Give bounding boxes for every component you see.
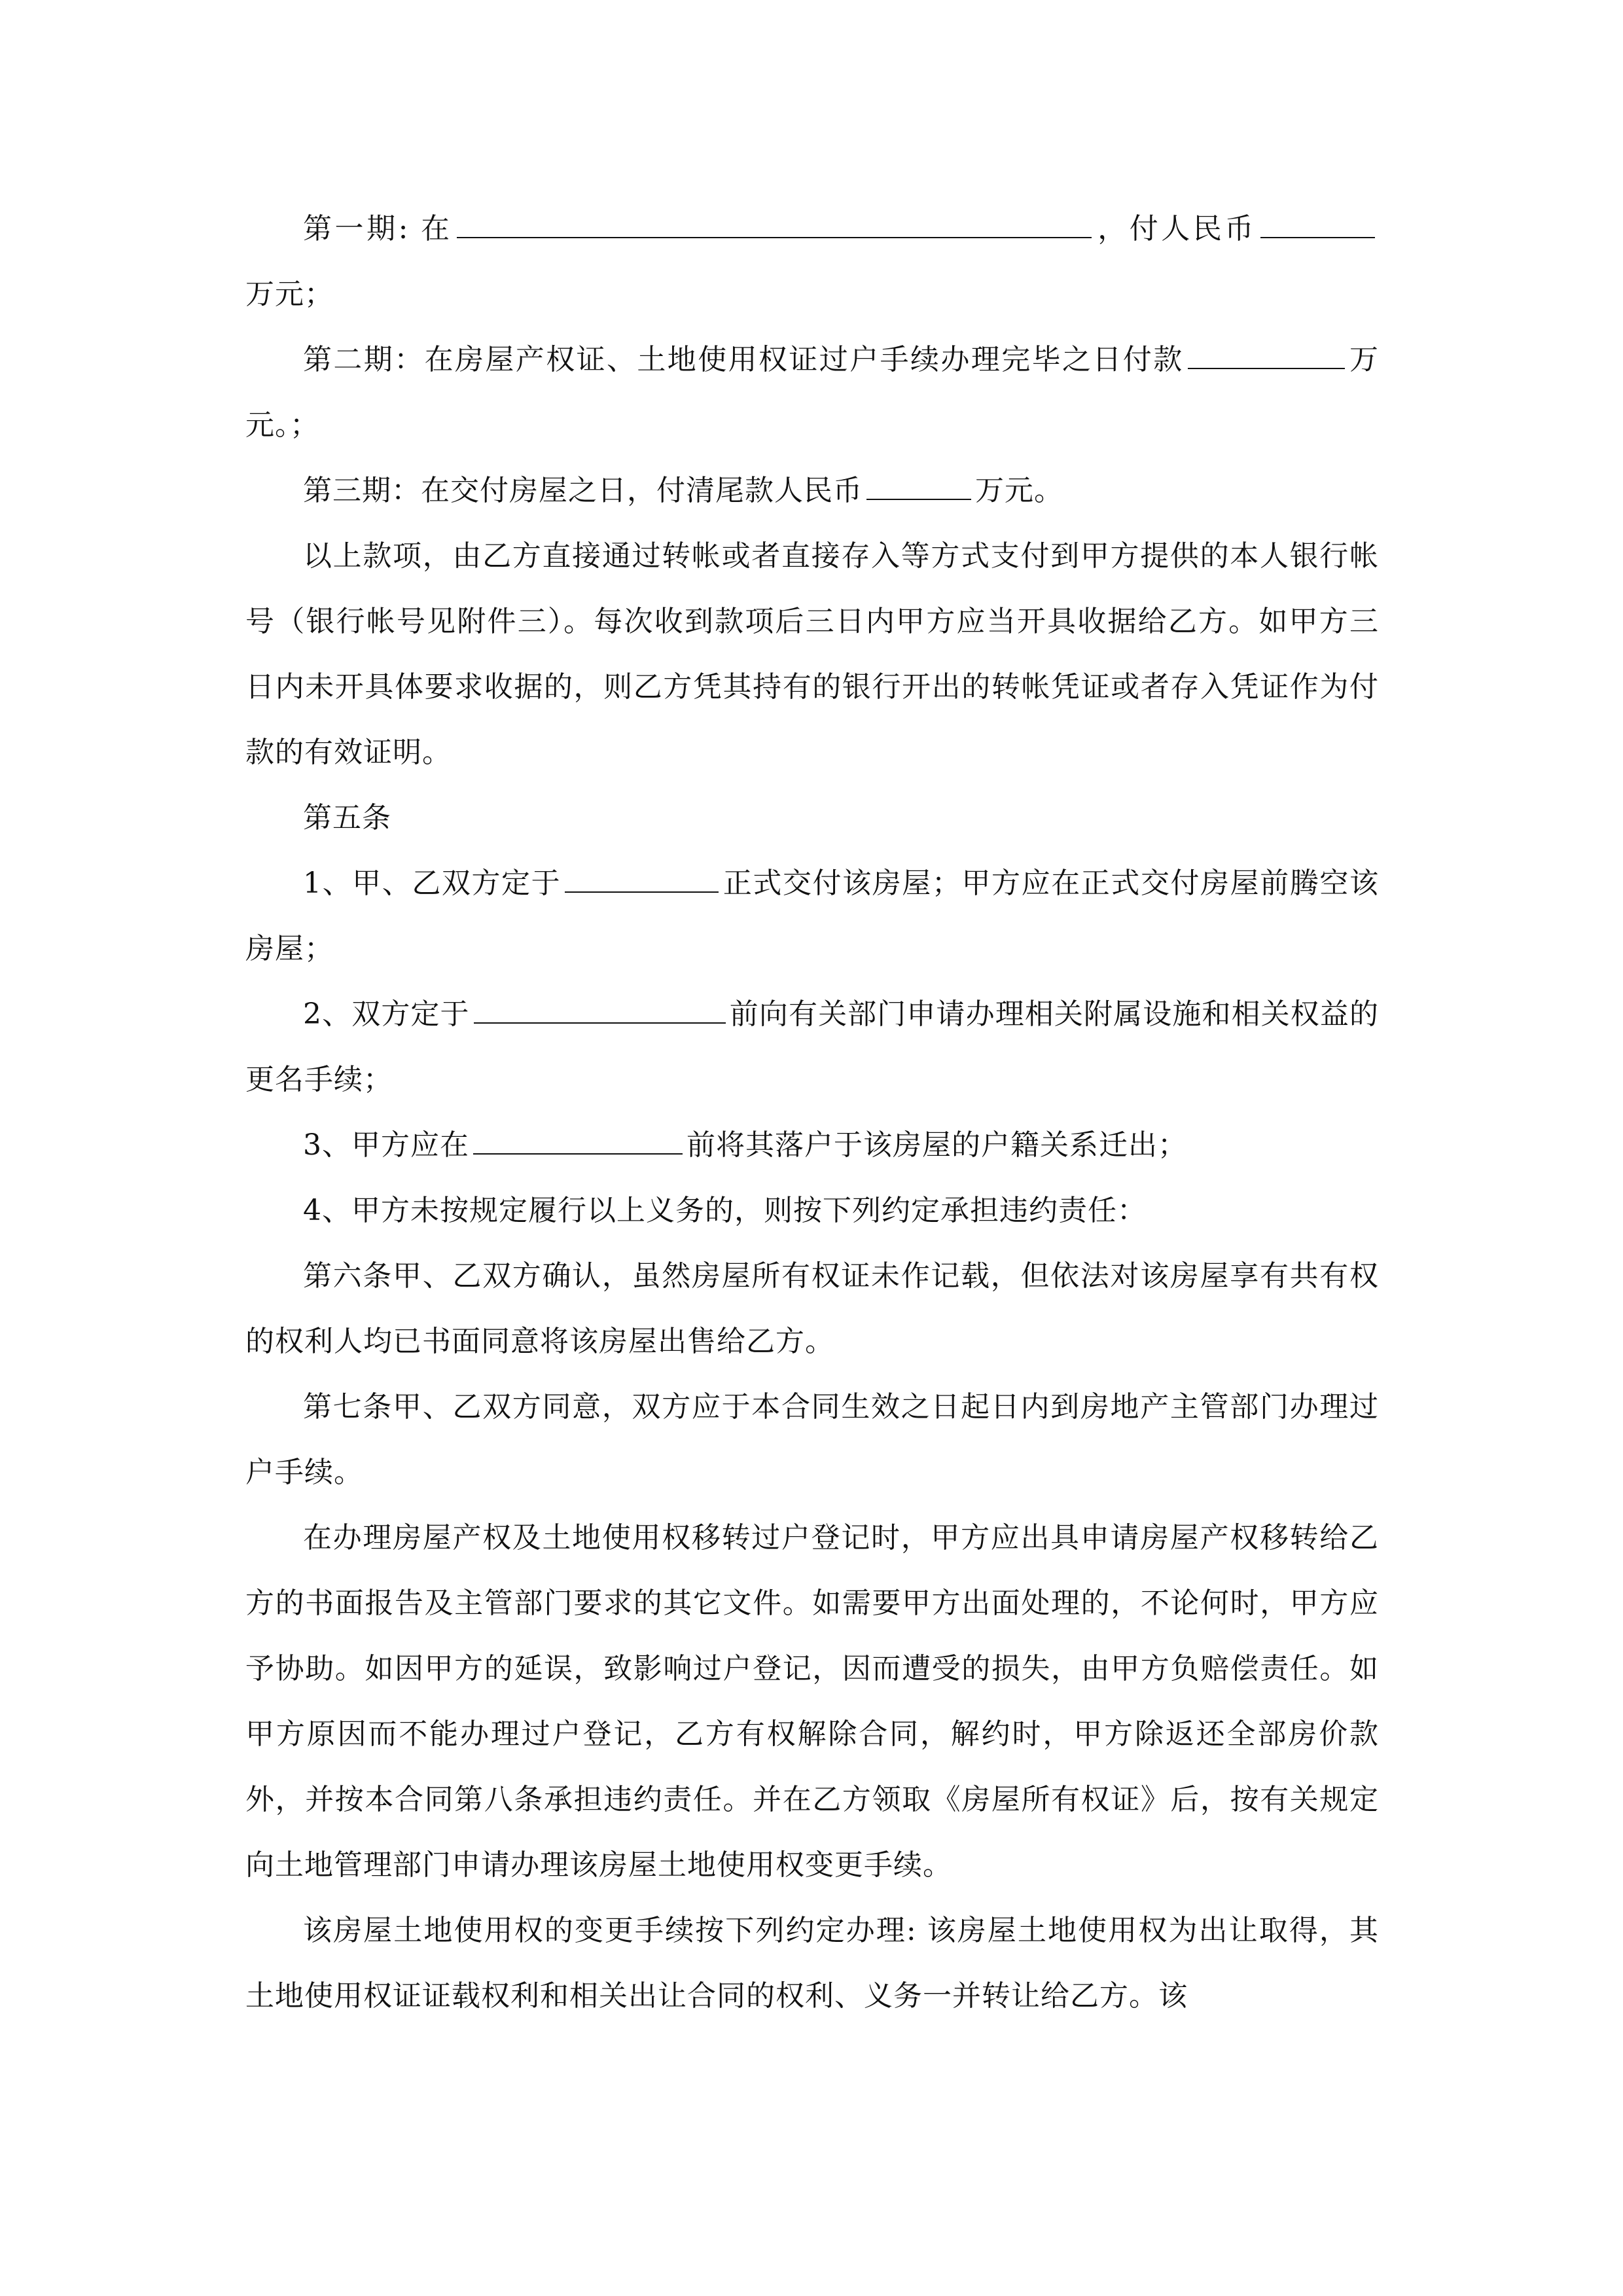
article-5-item-4: 4、甲方未按规定履行以上义务的，则按下列约定承担违约责任：	[303, 1194, 1147, 1227]
item-3-text-b: 前将其落户于该房屋的户籍关系迁出；	[687, 1128, 1187, 1162]
blank-line	[473, 1124, 683, 1155]
transfer-registration-paragraph: 在办理房屋产权及土地使用权移转过户登记时，甲方应出具申请房屋产权移转给乙方的书面报告及主管部门要求的其它文件。如需要甲方出面处理的，不论何时，甲方应予协助。如因甲方的延误，致影响过户登记，因而遭受的损失，由甲方负赔偿责任。如甲方原因而不能办理过户登记，乙方有权解除合同，解约时，甲方除返还全部房价款外，并按本合同第八条承担违约责任。并在乙方领取《房屋所有权证》后，按有关规定向土地管理部门申请办理该房屋土地使用权变更手续。	[245, 1521, 1379, 1882]
installment-2-text-b: 万元。；	[245, 343, 1380, 442]
installment-3-text-a: 第三期：在交付房屋之日，付清尾款人民币	[303, 474, 863, 507]
article-5-item-1	[245, 851, 1379, 982]
installment-3	[245, 458, 1379, 524]
item-3-text-a: 3、甲方应在	[303, 1128, 469, 1162]
article-5-heading: 第五条	[303, 801, 391, 834]
payment-method-paragraph: 以上款项，由乙方直接通过转帐或者直接存入等方式支付到甲方提供的本人银行帐号（银行帐号见附件三）。每次收到款项后三日内甲方应当开具收据给乙方。如甲方三日内未开具体要求收据的，则乙方凭其持有的银行开出的转帐凭证或者存入凭证作为付款的有效证明。	[245, 539, 1379, 769]
installment-2	[245, 327, 1379, 458]
installment-1-text-a: 第一期: 在	[303, 212, 453, 245]
article-6-paragraph: 第六条甲、乙双方确认，虽然房屋所有权证未作记载，但依法对该房屋享有共有权的权利人均已书面同意将该房屋出售给乙方。	[245, 1259, 1379, 1358]
item-1-text-a: 1、甲、乙双方定于	[303, 867, 562, 900]
installment-1-text-c: 万元；	[245, 278, 334, 311]
item-2-text-a: 2、双方定于	[303, 997, 470, 1031]
article-5-item-2	[245, 982, 1379, 1113]
blank-line	[866, 470, 971, 500]
blank-line	[1260, 208, 1375, 238]
document-body	[245, 196, 1379, 2029]
land-use-right-paragraph: 该房屋土地使用权的变更手续按下列约定办理: 该房屋土地使用权为出让取得，其土地使用权证证载权利和相关出让合同的权利、义务一并转让给乙方。该	[245, 1914, 1379, 2013]
installment-2-text-a: 第二期：在房屋产权证、土地使用权证过户手续办理完毕之日付款	[303, 343, 1184, 376]
installment-3-text-b: 万元。	[975, 474, 1063, 507]
item-2-text-b: 前向有关部门申请办理相关附属设施和相关权益的更名手续；	[245, 997, 1379, 1096]
article-7-paragraph: 第七条甲、乙双方同意，双方应于本合同生效之日起日内到房地产主管部门办理过户手续。	[245, 1390, 1379, 1489]
item-1-text-b: 正式交付该房屋；甲方应在正式交付房屋前腾空该房屋；	[245, 867, 1380, 965]
blank-line	[1188, 339, 1345, 369]
installment-1-text-b: ，付人民币	[1095, 212, 1257, 245]
installment-1	[245, 196, 1379, 327]
blank-line	[565, 863, 719, 893]
article-5-item-3	[245, 1113, 1379, 1178]
blank-line	[474, 994, 726, 1024]
blank-line	[457, 208, 1092, 238]
